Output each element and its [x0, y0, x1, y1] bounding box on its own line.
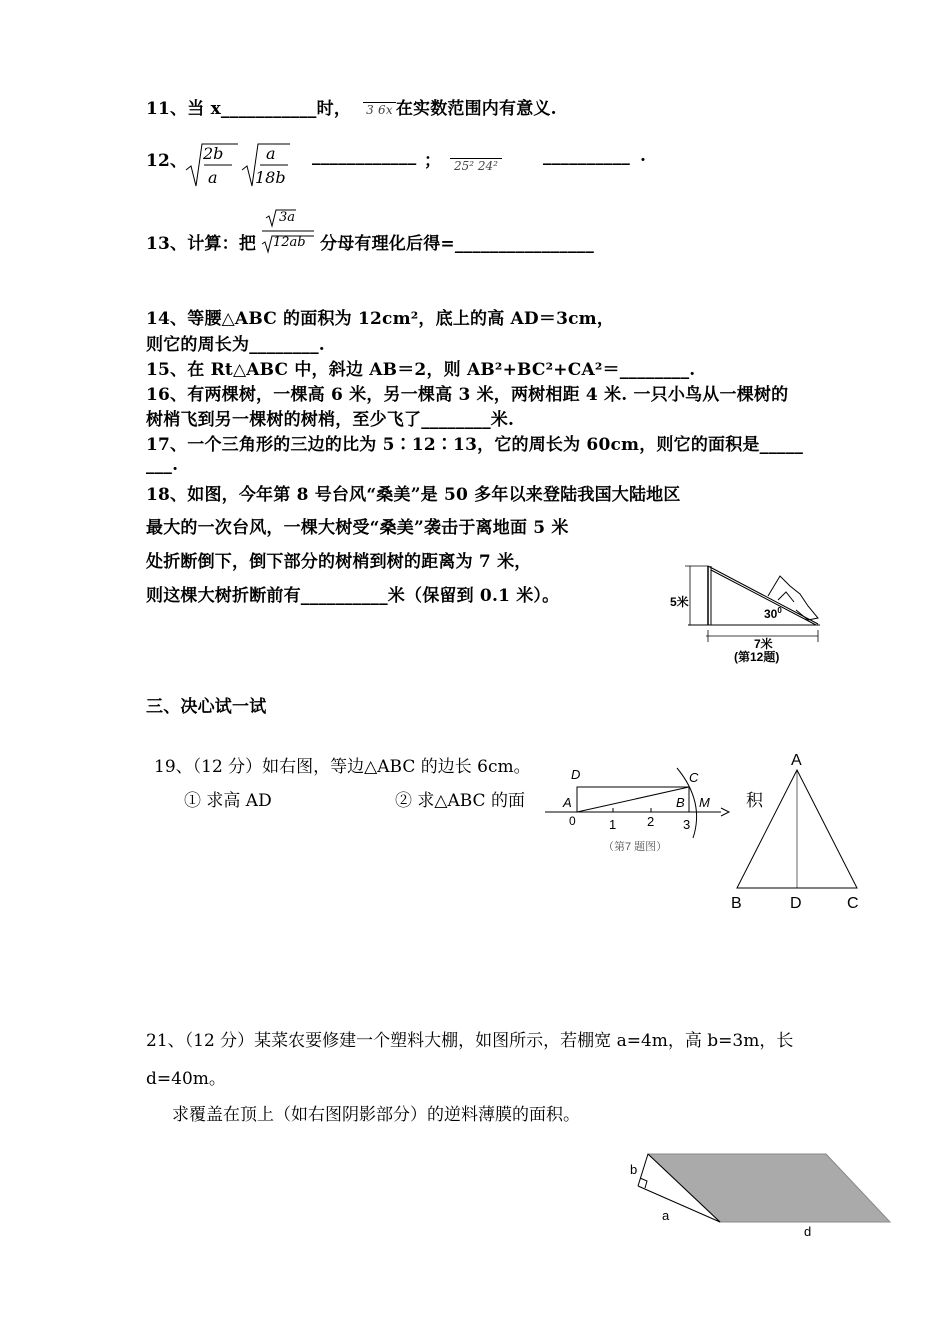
label-a: a	[662, 1208, 670, 1223]
right-angle-mark	[640, 1178, 647, 1188]
q11-prefix: 11、当 x	[146, 99, 221, 119]
q12-blank2: __________	[543, 146, 630, 166]
tree-figure	[668, 556, 828, 668]
fig12-height-label: 5米	[670, 595, 689, 609]
q18-line3: 处折断倒下，倒下部分的树梢到树的距离为 7 米，	[146, 552, 532, 572]
vertex-B: B	[731, 895, 742, 912]
label-B: B	[676, 795, 685, 810]
q18-line4: 则这棵大树折断前有__________米（保留到 0.1 米）。	[146, 586, 560, 606]
q13-prefix: 13、计算：把	[146, 234, 257, 254]
fig12-caption: (第12题)	[734, 650, 780, 664]
q13-tail	[320, 229, 594, 254]
q12-end: .	[640, 146, 647, 166]
vertex-D: D	[790, 895, 802, 912]
q14-line2: 则它的周长为________.	[146, 335, 325, 355]
tick-2: 2	[647, 814, 655, 829]
q12-f1-den: a	[208, 168, 218, 187]
section-title: 三、决心试一试	[146, 697, 267, 717]
q12-radicand2: 25² 24²	[454, 159, 498, 173]
q19-part2: ② 求△ABC 的面	[395, 791, 525, 811]
fig12-angle-label: $30^0$	[764, 606, 782, 621]
q21-line2: d=40m。	[146, 1069, 226, 1089]
q11-mid: 时，	[316, 99, 352, 119]
label-D: D	[571, 767, 581, 782]
label-b: b	[630, 1162, 638, 1177]
number-line-figure	[543, 762, 738, 858]
q15-text: 15、在 Rt△ABC 中，斜边 AB＝2，则 AB²+BC²+CA²＝________.	[146, 360, 696, 380]
q21-line3: 求覆盖在顶上（如右图阴影部分）的逆料薄膜的面积。	[172, 1105, 580, 1125]
fig7-caption: （第7 题图）	[603, 841, 668, 853]
diagonal	[577, 787, 689, 812]
q17-line2: ___.	[146, 455, 179, 475]
q12-prefix: 12、	[146, 151, 188, 171]
q11-radical	[363, 102, 396, 117]
q19-part2-end: 积	[746, 791, 763, 811]
q11-blank: ___________	[220, 99, 317, 119]
fig12-width-label: 7米	[754, 637, 773, 651]
q14-line1: 14、等腰△ABC 的面积为 12cm²，底上的高 AD＝3cm，	[146, 309, 615, 329]
tick-3: 3	[683, 817, 691, 832]
q16-line1: 16、有两棵树，一棵高 6 米，另一棵高 3 米，两树相距 4 米. 一只小鸟从一棵树的	[146, 385, 789, 405]
q18-line2: 最大的一次台风，一棵大树受“桑美”袭击于离地面 5 米	[146, 518, 569, 538]
label-M: M	[699, 795, 710, 810]
vertex-A: A	[791, 752, 802, 769]
q12-radical2	[450, 158, 502, 173]
q17-line1: 17、一个三角形的三边的比为 5∶12∶13，它的周长为 60cm，则它的面积是_____	[146, 435, 804, 455]
q11-tail: 在实数范围内有意义.	[395, 99, 557, 119]
fallen-part	[708, 566, 818, 624]
q18-line1: 18、如图，今年第 8 号台风“桑美”是 50 多年以来登陆我国大陆地区	[146, 485, 681, 505]
q13-blank: ________________	[454, 234, 595, 254]
q12-f2-num: a	[266, 144, 276, 163]
triangle-figure	[725, 748, 875, 918]
vertex-C: C	[847, 895, 859, 912]
q12-sep: ；	[424, 151, 442, 171]
q19-line1: 19、（12 分）如右图，等边△ABC 的边长 6cm。	[154, 757, 531, 777]
q16-line2: 树梢飞到另一棵树的树梢，至少飞了________米.	[146, 410, 515, 430]
tick-1: 1	[609, 817, 617, 832]
label-A: A	[563, 795, 572, 810]
q21-line1: 21、（12 分）某菜农要修建一个塑料大棚，如图所示，若棚宽 a=4m，高 b=3m，长	[146, 1031, 794, 1051]
q13-tail-text: 分母有理化后得=	[320, 234, 455, 254]
q13-num: 3a	[279, 210, 296, 225]
label-d: d	[804, 1224, 812, 1239]
q13-den: 12ab	[273, 235, 306, 250]
greenhouse-figure	[618, 1146, 896, 1242]
q12-f2-den: 18b	[255, 168, 286, 187]
tick-0: 0	[569, 814, 576, 828]
q12-blank1: ____________	[312, 146, 417, 166]
q12-f1-num: 2b	[203, 144, 224, 163]
q11-radicand: 3 6x	[366, 103, 393, 117]
q19-part1: ① 求高 AD	[184, 791, 272, 811]
label-C: C	[689, 770, 699, 785]
question-11	[146, 94, 557, 119]
